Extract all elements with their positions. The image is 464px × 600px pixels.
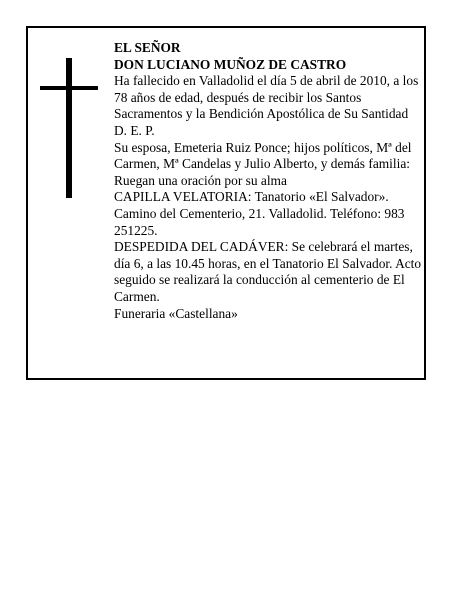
family-list: Su esposa, Emeteria Ruiz Ponce; hijos políticos, Mª del Carmen, Mª Candelas y Julio Alberto, y demás familia: <box>114 139 412 172</box>
farewell-info: DESPEDIDA DEL CADÁVER: Se celebrará el martes, día 6, a las 10.45 horas, en el Tanatorio El Salvador. Acto seguido se realizará la conducción al cementerio de El Carmen. <box>114 239 422 304</box>
death-announcement: Ha fallecido en Valladolid el día 5 de abril de 2010, a los 78 años de edad, después de recibir los Santos Sacramentos y la Bendición Apostólica de Su Santidad D. E. P. <box>114 73 419 138</box>
obituary-text <box>114 40 424 322</box>
obituary-frame <box>26 26 426 380</box>
cross-horizontal-bar <box>40 86 98 90</box>
wake-chapel-info: CAPILLA VELATORIA: Tanatorio «El Salvador». Camino del Cementerio, 21. Valladolid. Teléfono: 983 251225. <box>114 189 405 238</box>
heading-line-1: EL SEÑOR <box>114 40 181 55</box>
cross-icon <box>40 58 98 198</box>
deceased-name: DON LUCIANO MUÑOZ DE CASTRO <box>114 56 347 72</box>
funeral-home: Funeraria «Castellana» <box>114 305 238 321</box>
cross-vertical-bar <box>66 58 72 198</box>
prayer-request: Ruegan una oración por su alma <box>114 172 287 188</box>
